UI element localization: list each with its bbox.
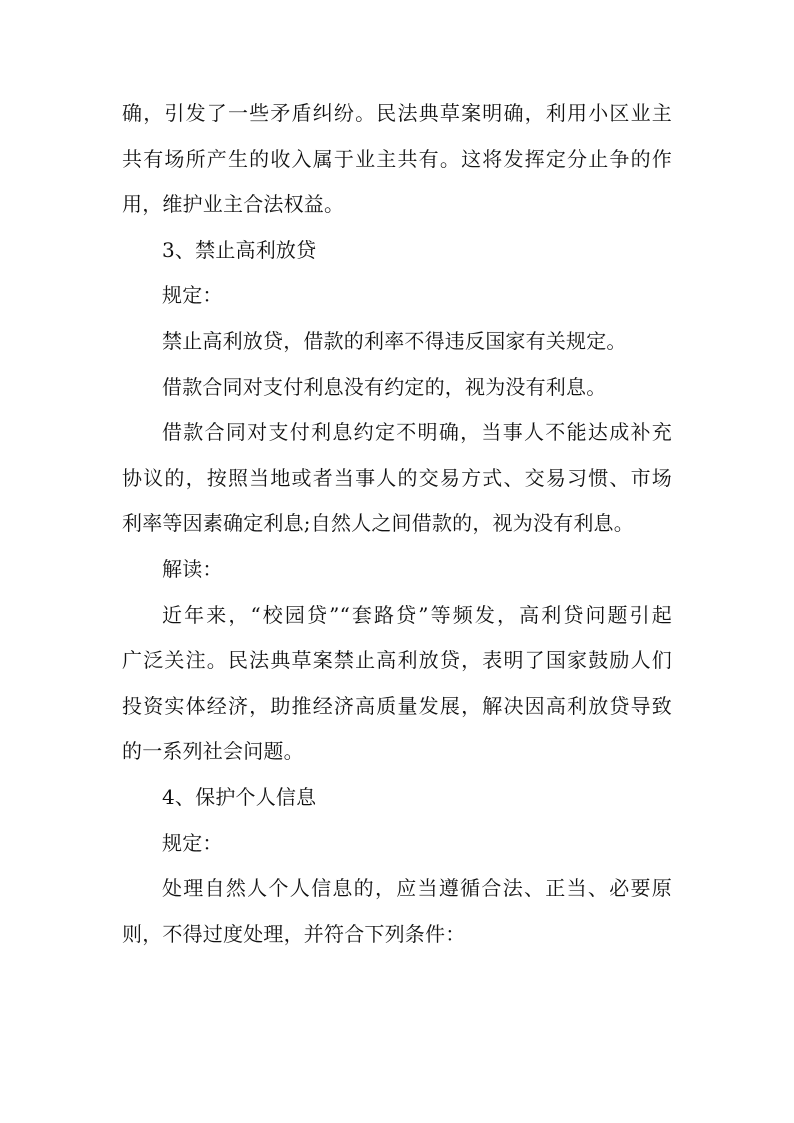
- paragraph-line: 借款合同对支付利息约定不明确，当事人不能达成补充: [162, 420, 672, 445]
- paragraph-line: 借款合同对支付利息没有约定的，视为没有利息。: [162, 374, 607, 399]
- paragraph-line: 协议的，按照当地或者当事人的交易方式、交易习惯、市场: [122, 465, 672, 490]
- document-body: [122, 98, 672, 964]
- paragraph-line: 则，不得过度处理，并符合下列条件：: [122, 921, 466, 946]
- label-interpretation: 解读：: [162, 556, 223, 581]
- paragraph-line: 处理自然人个人信息的，应当遵循合法、正当、必要原: [162, 876, 672, 901]
- paragraph-line: 共有场所产生的收入属于业主共有。这将发挥定分止争的作: [122, 146, 672, 171]
- section-heading: 4、保护个人信息: [162, 784, 317, 809]
- paragraph-line: 用，维护业主合法权益。: [122, 192, 345, 217]
- paragraph-line: 广泛关注。民法典草案禁止高利放贷，表明了国家鼓励人们: [122, 648, 672, 673]
- paragraph-line: 确，引发了一些矛盾纠纷。民法典草案明确，利用小区业主: [122, 101, 672, 125]
- label-regulation: 规定：: [162, 830, 223, 855]
- paragraph-line: 的一系列社会问题。: [122, 739, 304, 764]
- paragraph-line: 投资实体经济，助推经济高质量发展，解决因高利放贷导致: [122, 693, 672, 718]
- paragraph-line: 利率等因素确定利息;自然人之间借款的，视为没有利息。: [122, 511, 634, 536]
- section-heading: 3、禁止高利放贷: [162, 237, 317, 262]
- label-regulation: 规定：: [162, 283, 223, 308]
- paragraph-line: 禁止高利放贷，借款的利率不得违反国家有关规定。: [162, 328, 627, 353]
- paragraph-line: 近年来，“校园贷”“套路贷”等频发，高利贷问题引起: [162, 602, 672, 627]
